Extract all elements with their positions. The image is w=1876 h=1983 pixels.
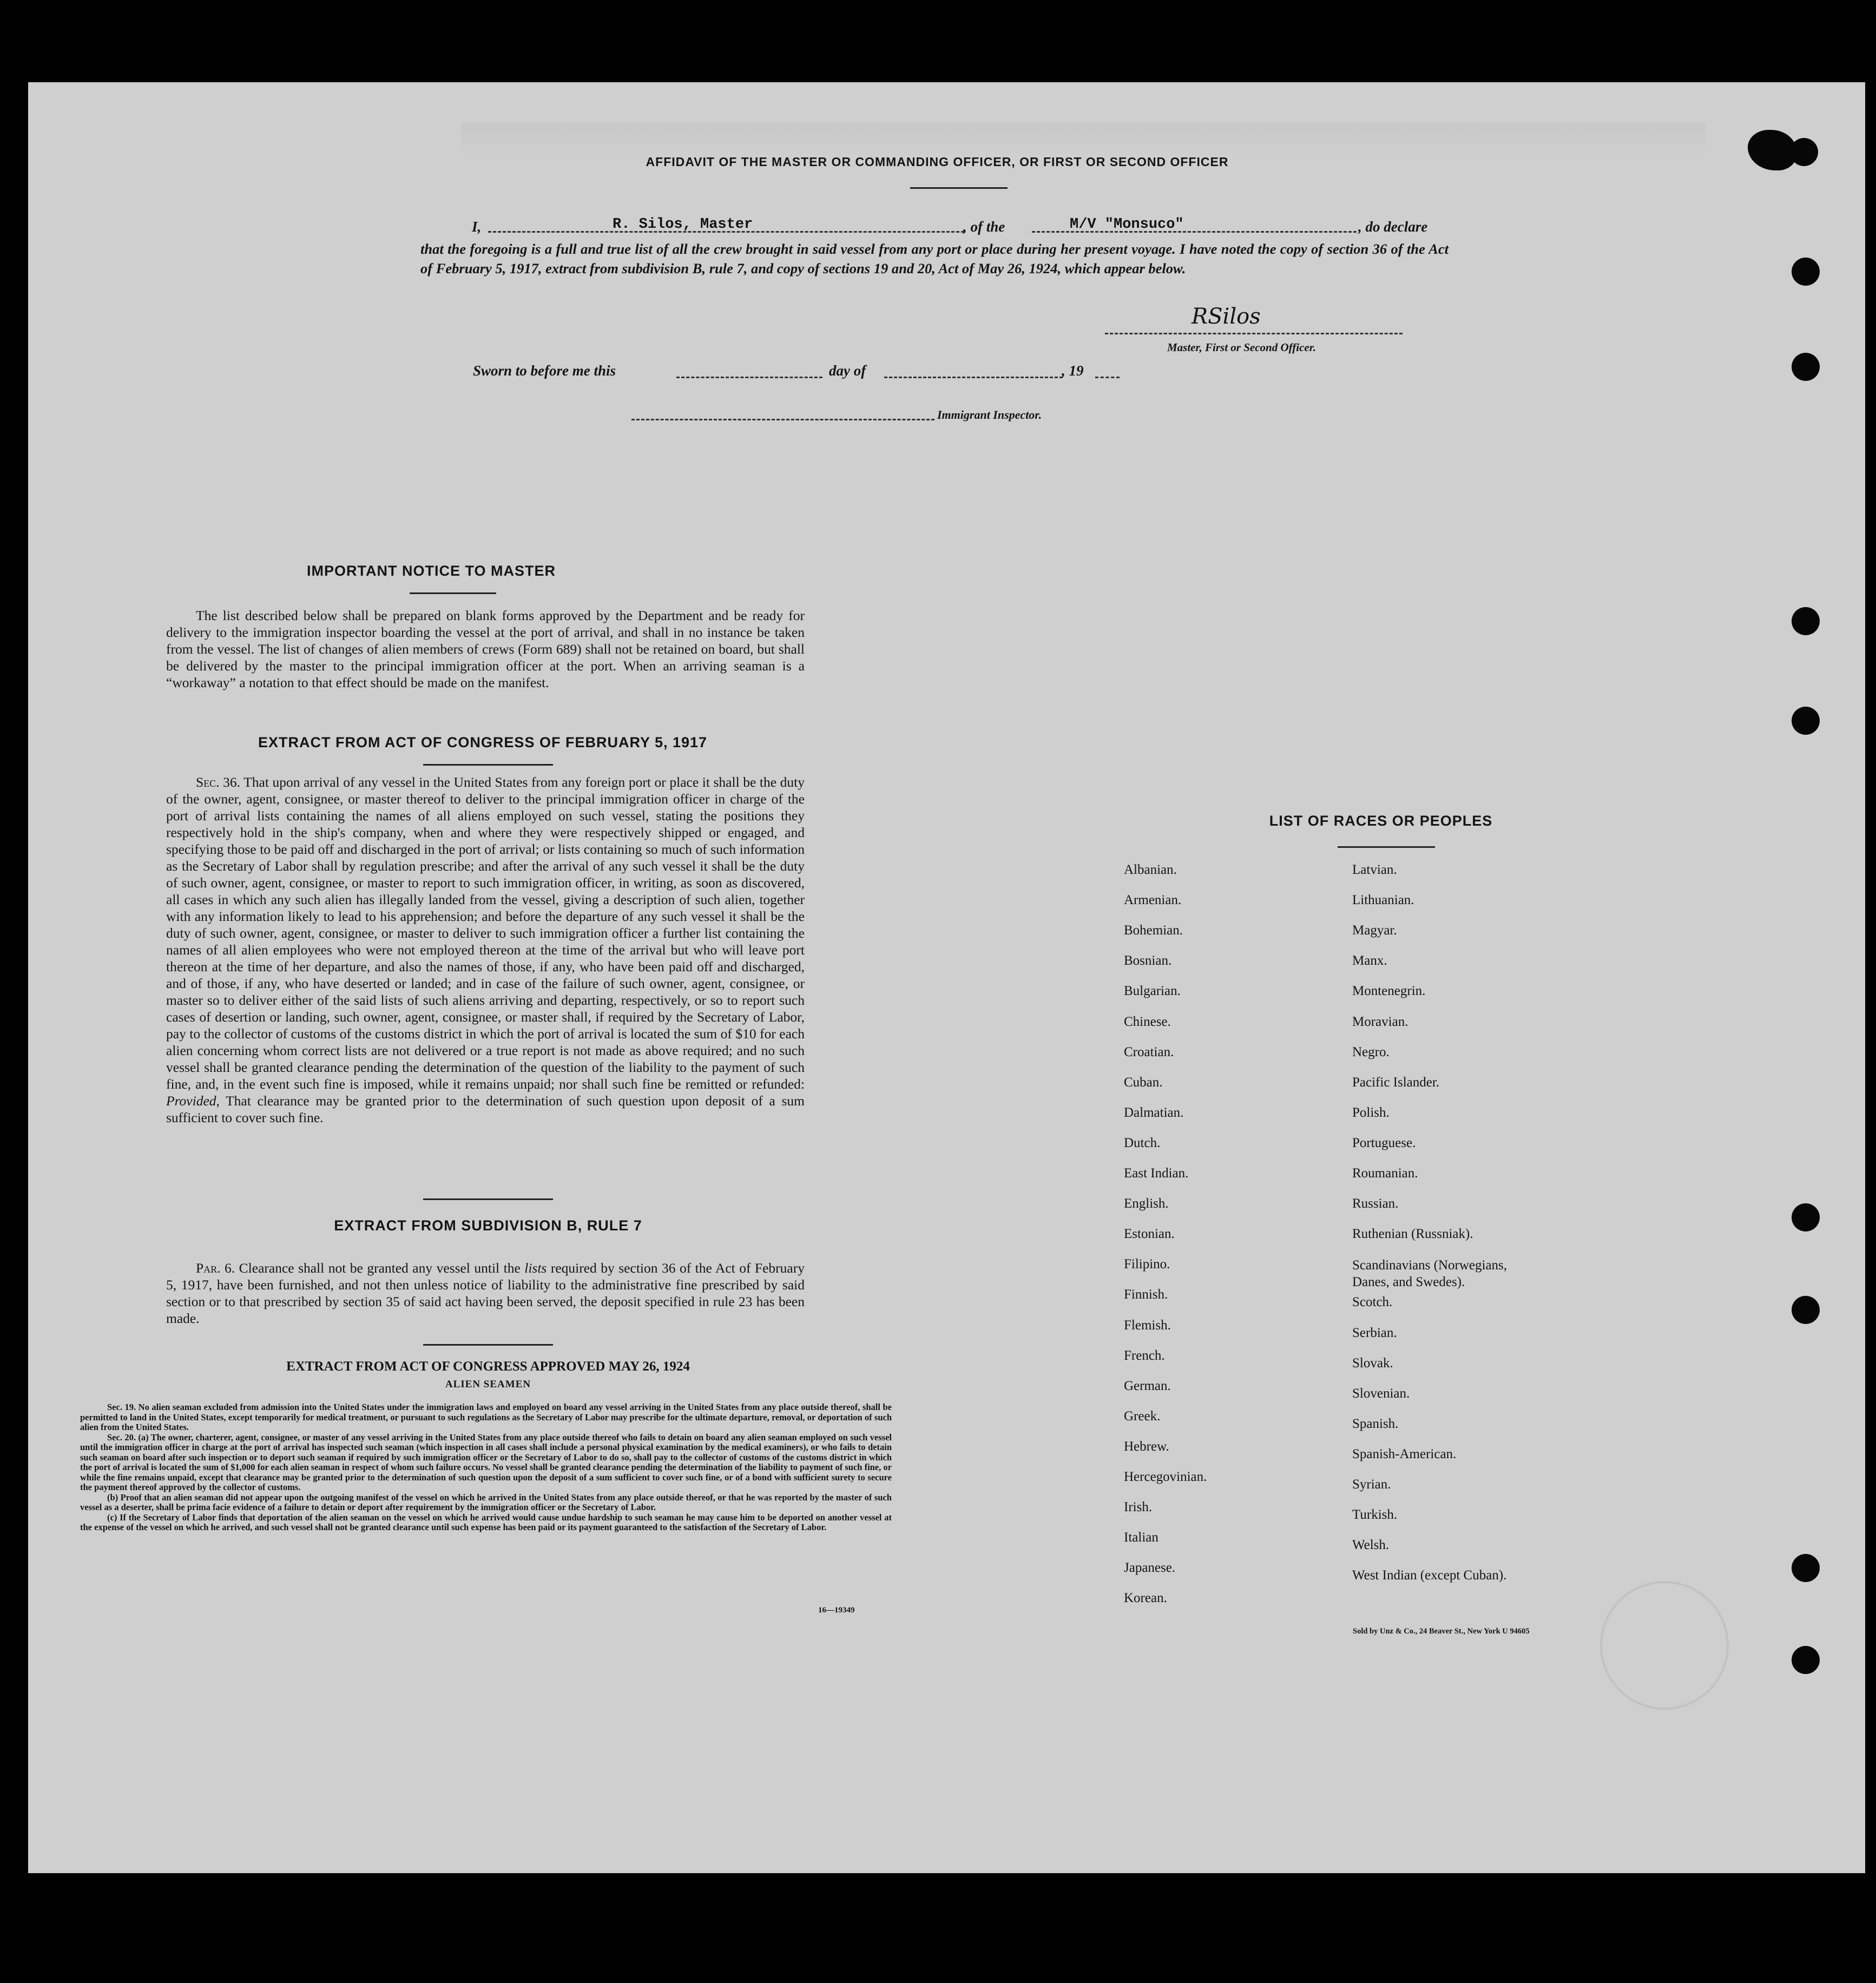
bleed-through-shadow	[461, 123, 1706, 155]
sworn-label: Sworn to before me this	[473, 363, 616, 379]
year-label: , 19	[1062, 363, 1084, 379]
race-item: Magyar.	[1352, 923, 1397, 938]
race-item: Lithuanian.	[1352, 893, 1414, 908]
race-item: Spanish.	[1352, 1416, 1399, 1431]
races-title: LIST OF RACES OR PEOPLES	[1269, 813, 1493, 829]
act-1917-sec36	[166, 774, 805, 1126]
punch-hole	[1792, 1203, 1820, 1231]
race-item: German.	[1124, 1378, 1171, 1393]
lists-word: lists	[524, 1260, 547, 1276]
punch-hole	[1792, 707, 1820, 735]
race-item: Slovenian.	[1352, 1386, 1410, 1401]
master-signature: RSilos	[1192, 304, 1261, 329]
sec36-text-end: That clearance may be granted prior to the determination of such question upon deposit of a sum sufficient to cover such fine.	[166, 1093, 805, 1125]
sec36-label: Sec. 36.	[196, 774, 241, 790]
race-item: French.	[1124, 1348, 1165, 1363]
race-item: Ruthenian (Russniak).	[1352, 1227, 1473, 1242]
act-1917-divider	[423, 764, 553, 766]
race-item: Serbian.	[1352, 1325, 1397, 1340]
vessel-name-field: M/V "Monsuco"	[1070, 216, 1184, 233]
races-divider	[1338, 846, 1435, 848]
signature-line	[1105, 333, 1403, 334]
race-item: Albanian.	[1124, 862, 1177, 877]
title-divider	[910, 187, 1008, 189]
race-item: Bulgarian.	[1124, 984, 1181, 999]
par6-text-a: Clearance shall not be granted any vessel until the	[239, 1260, 521, 1276]
affidavit-title: AFFIDAVIT OF THE MASTER OR COMMANDING OFFICER, OR FIRST OR SECOND OFFICER	[646, 155, 1229, 169]
race-item: Irish.	[1124, 1500, 1153, 1515]
race-item: Montenegrin.	[1352, 984, 1426, 999]
rule7-bottom-divider	[423, 1344, 553, 1346]
sec19-text: Sec. 19. No alien seaman excluded from admission into the United States under the immigration laws and employed on board any vessel arriving in the United States from any place outside thereof, shall be permitted to land in the United States, except temporarily for medical treatment, or pursuant to such regulations as the Secretary of Labor may prescribe for the ultimate departure, removal, or deportation of such alien from the United States.	[80, 1402, 892, 1432]
race-item: Finnish.	[1124, 1287, 1168, 1302]
punch-hole	[1792, 1646, 1820, 1674]
race-item: Manx.	[1352, 953, 1387, 969]
race-item: Dutch.	[1124, 1135, 1161, 1150]
punch-hole	[1792, 258, 1820, 286]
race-item: Portuguese.	[1352, 1135, 1416, 1150]
race-item: West Indian (except Cuban).	[1352, 1568, 1507, 1583]
sec20c-text: (c) If the Secretary of Labor finds that deportation of the alien seaman on the vessel on which he arrived would cause undue hardship to such seaman he may cause him to be deported on another vessel at the expense of the vessel on which he arrived, and such vessel shall not be granted clearance until such expense has been paid or its payment guaranteed to the satisfaction of the Secretary of Labor.	[80, 1512, 892, 1532]
race-item: Russian.	[1352, 1196, 1399, 1211]
race-item: Chinese.	[1124, 1014, 1171, 1029]
rule7-title: EXTRACT FROM SUBDIVISION B, RULE 7	[334, 1217, 642, 1234]
race-item: Greek.	[1124, 1408, 1161, 1424]
race-item: Scotch.	[1352, 1295, 1393, 1310]
race-item: Flemish.	[1124, 1317, 1171, 1333]
form-number: 16—19349	[818, 1606, 855, 1615]
do-declare-label: , do declare	[1358, 219, 1428, 235]
race-item: English.	[1124, 1196, 1169, 1211]
act-1924-title: EXTRACT FROM ACT OF CONGRESS APPROVED MAY 26, 1924	[286, 1359, 690, 1374]
punch-hole	[1792, 1554, 1820, 1582]
race-item: Bohemian.	[1124, 923, 1183, 938]
race-item: Pacific Islander.	[1352, 1075, 1440, 1090]
inspector-label: Immigrant Inspector.	[937, 408, 1042, 421]
race-item: Croatian.	[1124, 1044, 1174, 1059]
punch-hole	[1792, 353, 1820, 381]
punch-hole	[1792, 1296, 1820, 1324]
race-item: Armenian.	[1124, 893, 1182, 908]
sec20b-text: (b) Proof that an alien seaman did not appear upon the outgoing manifest of the vessel on which he arrived in the United States from any place outside thereof, or that he was reported by the master of such vessel as a deserter, shall be prima facie evidence of a failure to detain or deport after requirement by the immigration officer or the Secretary of Labor.	[80, 1492, 892, 1512]
race-item: Estonian.	[1124, 1227, 1175, 1242]
race-item: Roumanian.	[1352, 1166, 1418, 1181]
rule7-par6	[166, 1260, 805, 1327]
seller-imprint: Sold by Unz & Co., 24 Beaver St., New York U 94605	[1353, 1627, 1530, 1636]
race-item: Japanese.	[1124, 1560, 1176, 1576]
i-label: I,	[472, 219, 482, 235]
act-1917-title: EXTRACT FROM ACT OF CONGRESS OF FEBRUARY 5, 1917	[258, 734, 708, 750]
par6-label: Par. 6.	[196, 1260, 235, 1276]
alien-seamen-subtitle: ALIEN SEAMEN	[445, 1379, 531, 1390]
punch-hole	[1792, 607, 1820, 635]
act-1924-body	[80, 1402, 892, 1533]
notice-title: IMPORTANT NOTICE TO MASTER	[307, 563, 556, 579]
sworn-year-line	[1095, 377, 1120, 378]
race-item: East Indian.	[1124, 1166, 1189, 1181]
race-item: Bosnian.	[1124, 953, 1172, 969]
sec20a-text: Sec. 20. (a) The owner, charterer, agent, consignee, or master of any vessel arriving in the United States from any place outside thereof who fails to detain on board any alien seaman employed on such vessel until the immigration officer in charge at the port of arrival has inspected such seaman (which inspection in all cases shall include a personal physical examination by the medical examiners), or who fails to detain such seaman on board after such inspection or to deport such seaman if required by such immigration officer or the Secretary of Labor to do so, shall pay to the collector of customs of the customs district in which the port of arrival is located the sum of $1,000 for each alien seaman in respect of whom such failure occurs. No vessel shall be granted clearance pending the determination of the liability to payment of such fine, or while the fine remains unpaid, except that clearance may be granted prior to the determination of such question upon the deposit of a sum sufficient to cover such fine, or of a bond with sufficient surety to secure the payment thereof approved by the collector of customs.	[80, 1432, 892, 1492]
race-item: Latvian.	[1352, 862, 1397, 877]
race-item: Hebrew.	[1124, 1439, 1169, 1454]
race-item: Italian	[1124, 1530, 1158, 1545]
signature-caption: Master, First or Second Officer.	[1167, 341, 1316, 354]
notice-divider	[410, 592, 496, 594]
master-name-field: R. Silos, Master	[613, 216, 753, 233]
par6-text-b: required by section 36 of the Act of February 5, 1917, have been furnished, and not then unless notice of liability to the administrative fine prescribed by said section or to that prescribed by section 35 of said act having been served, the deposit specified in rule 23 has been made.	[166, 1260, 805, 1326]
race-item: Cuban.	[1124, 1075, 1163, 1090]
race-item: Welsh.	[1352, 1538, 1390, 1553]
race-item: Hercegovinian.	[1124, 1470, 1207, 1484]
race-item: Polish.	[1352, 1105, 1390, 1120]
race-item: Filipino.	[1124, 1257, 1170, 1272]
race-item: Dalmatian.	[1124, 1105, 1184, 1120]
sec36-text: That upon arrival of any vessel in the United States from any foreign port or place it shall be the duty of the owner, agent, consignee, or master thereof to deliver to the principal immigration officer in charge of the port of arrival lists containing the names of all aliens employed on such vessel, stating the positions they respectively hold in the ship's company, when and where they were respectively shipped or engaged, and specifying those to be paid off and discharged in the port of arrival; or lists containing so much of such information as the Secretary of Labor shall by regulation prescribe; and after the arrival of any such vessel it shall be the duty of such owner, agent, consignee, or master to report to such immigration officer, in writing, as soon as discovered, all cases in which any such alien has illegally landed from the vessel, giving a description of such alien, together with any information likely to lead to his apprehension; and before the departure of any such vessel it shall be the duty of such owner, agent, consignee, or master to deliver to such immigration officer a further list containing the names of all alien employees who were not employed thereon at the time of the arrival but who will leave port thereon at the time of her departure, and also the names of those, if any, who have been paid off and discharged, and of those, if any, who have deserted or landed; and in case of the failure of such owner, agent, consignee, or master so to deliver either of the said lists of such aliens arriving and departing, respectively, or so to report such cases of desertion or landing, such owner, agent, consignee, or master shall, if required by the Secretary of Labor, pay to the collector of customs of the customs district in which the port of arrival is located the sum of $10 for each alien concerning whom correct lists are not delivered or a true report is not made as above required; and no such vessel shall be granted clearance pending the determination of the question of the liability to the payment of such fine, and, in the event such fine is imposed, while it remains unpaid; nor shall such fine be remitted or refunded:	[166, 774, 805, 1092]
provided-label: Provided,	[166, 1093, 220, 1109]
race-item: Syrian.	[1352, 1477, 1391, 1492]
notice-text: The list described below shall be prepared on blank forms approved by the Department and be ready for delivery to the immigration inspector boarding the vessel at the port of arrival, and shall in no instance be taken from the vessel. The list of changes of alien members of crews (Form 689) shall not be retained on board, but shall be delivered by the master to the principal immigration officer at the port. When an arriving seaman is a “workaway” a notation to that effect should be made on the manifest.	[166, 608, 805, 690]
race-item: Scandinavians (Norwegians, Danes, and Swedes).	[1352, 1258, 1508, 1290]
race-item: Slovak.	[1352, 1355, 1393, 1371]
rule7-top-divider	[423, 1198, 553, 1200]
document-sheet	[28, 82, 1865, 1873]
race-item: Moravian.	[1352, 1014, 1408, 1029]
faint-seal-stamp	[1600, 1581, 1729, 1710]
race-item: Turkish.	[1352, 1507, 1398, 1523]
race-item: Korean.	[1124, 1591, 1167, 1606]
sworn-day-line	[676, 377, 822, 378]
day-of-label: day of	[829, 363, 866, 379]
race-item: Spanish-American.	[1352, 1446, 1457, 1461]
inspector-line	[631, 419, 934, 420]
declaration-text: that the foregoing is a full and true list of all the crew brought in said vessel from any port or place during her present voyage. I have noted the copy of section 36 of the Act of February 5, 1917, extract from subdivision B, rule 7, and copy of sections 19 and 20, Act of May 26, 1924, which appear below.	[420, 241, 1449, 276]
race-item: Negro.	[1352, 1044, 1390, 1059]
of-the-label: , of the	[963, 219, 1005, 235]
sworn-month-line	[884, 377, 1063, 378]
